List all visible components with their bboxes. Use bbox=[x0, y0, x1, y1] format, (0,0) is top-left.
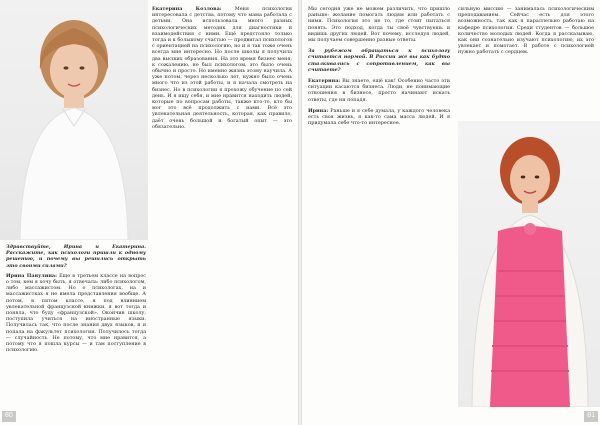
speaker-label: Екатерина: bbox=[308, 78, 341, 85]
interview-question: За рубежом обращаться к психологу считается нормой. В России же вы как будто сталкивались с сопротивлением, как вы считаете? bbox=[308, 48, 450, 73]
right-column-2 bbox=[458, 6, 594, 56]
interview-answer-ekaterina bbox=[152, 6, 292, 130]
left-column-1 bbox=[6, 244, 146, 353]
portrait-photo-left bbox=[0, 0, 148, 240]
speaker-label: Ирина: bbox=[308, 107, 329, 114]
interview-answer-irina bbox=[6, 273, 146, 354]
continued-text: сильную миссию — занималась психологическим преподаванием. Сейчас есть для этого возможность, так как я параллельно работаю на кафедре психологии. Среди студентов — большое количество молодых людей. Когда я рассказываю, как они сознательно изучают психологию, их это увлекает и помогает. В работе с психологией нужно работать с сердцем. bbox=[458, 6, 594, 56]
answer-text: Раньше и я себе думала, у каждого человека есть своя жизнь, я как-то сама масса людей. И я придумала себе что-то интересное. bbox=[308, 107, 450, 127]
portrait-left-illustration bbox=[0, 0, 148, 240]
answer-text: Меня психология интересовала с детства, потому что мама работала с детьми. Она использовала много разных психологических методик для диагностики и взаимодействия с ними. Ещё предстояло только тогда и к большому счастью — продвигал психологов с ориентацией на психологию, но и я так тоже очень всегда мне интересно. Но после школы я получила два высших образования. На это время бизнес меня, к сожалению, не был психологом, это было очень обычно и просто. Но именно жизнь этому научила. А уже потом, через несколько лет, нужно было очень много что из этой работы, и я начала смотреть на бизнес. Но в психологии я прохожу обучение по сей день. И я ищу себя, и мне нравится находить людей, которые по вопросам работы, также кто-то, кто бы мог это всё продолжить с нами. Всё это увлекательная деятельность, которая, как правило, даёт очень большой и богатый опыт — это обязательно. bbox=[152, 6, 292, 130]
page-number: 81 bbox=[587, 412, 595, 419]
left-column-2 bbox=[152, 6, 292, 130]
answer-text: Вы знаете, ещё как! Особенно часто эти ситуации касаются бизнеса. Люди, не понимающие отношения в бизнесе, просто начинают искать ответы, где ни попадя. bbox=[308, 78, 450, 103]
right-page bbox=[302, 0, 600, 425]
left-page bbox=[0, 0, 298, 425]
speaker-label: Ирина Панулина: bbox=[6, 272, 57, 279]
interview-answer-ekaterina bbox=[308, 78, 450, 103]
continued-text: Мы сегодня уже не можем различить, что пришло раньше: желание помогать людям или работать с ними. Психология это не то, где стоит пытаться понять. Это подход, когда ты своё чувствуешь и видишь других людей. Вот почему, исследуя людей, мы получаем совершенно разные ответы. bbox=[308, 6, 450, 44]
interview-intro-question: Здравствуйте, Ирина и Екатерина. Расскажите, как психологи пришли к одному решению, и почему вы решились открыть это своими силами? bbox=[6, 244, 146, 269]
interview-answer-irina bbox=[308, 108, 450, 127]
speaker-label: Екатерина Козлова: bbox=[152, 6, 222, 12]
portrait-right-illustration bbox=[458, 121, 600, 407]
right-column-1 bbox=[308, 6, 450, 126]
portrait-photo-right bbox=[458, 121, 600, 407]
answer-text: Еще в третьем классе на вопрос о том, кем я хочу быть, я отвечала: либо психологом, либо массажистом. Но о психологах, на и массажистках я не имела представления вообще. А потом, в пятом классе, я под влиянием увлекательной французской книжки, я вот тогда и поняла, что буду «французской». Окончив школу, поступила учиться на иностранные языки. Получилась так, что после знания двух языков, я и попала на факультет психологии. Получилось тогда — случайность. Не потому, что мне нравится, а потому что я пошла курсы — и там поступление в психологию. bbox=[6, 272, 147, 354]
page-number: 80 bbox=[5, 412, 13, 419]
